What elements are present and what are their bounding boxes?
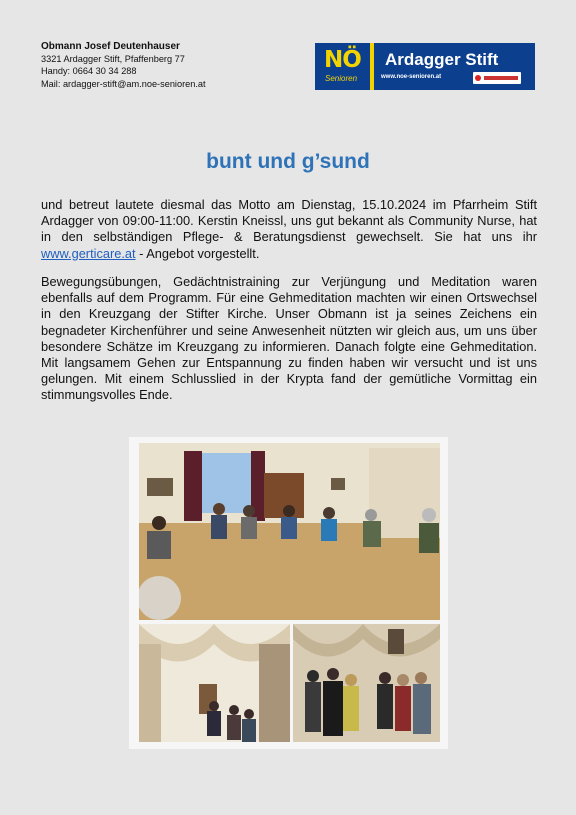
sponsor-badge-icon	[473, 72, 521, 84]
logo-url: www.noe-senioren.at	[381, 74, 442, 80]
contact-mail: Mail: ardagger-stift@am.noe-senioren.at	[41, 78, 206, 89]
paragraph-intro-end: - Angebot vorgestellt.	[135, 245, 260, 261]
contact-address: 3321 Ardagger Stift, Pfaffenberg 77	[41, 54, 185, 65]
article-title: bunt und g’sund	[206, 150, 370, 173]
logo-subtitle: Senioren	[325, 74, 358, 83]
contact-name: Obmann Josef Deutenhauser	[41, 41, 180, 52]
photo-crypt	[293, 624, 440, 742]
paragraph-intro-text: und betreut lautete diesmal das Motto am Dienstag, 15.10.2024 im Pfarrheim Stift Ardagger von 09:00-11:00. Kerstin Kneissl, uns gut bekannt als Community Nurse, hat in den selbständigen Pflege- & Beratungsdienst gewechselt. Sie hat uns ihr	[41, 197, 537, 245]
logo-divider	[370, 43, 374, 90]
contact-phone: Handy: 0664 30 34 288	[41, 66, 137, 77]
paragraph-program: Bewegungsübungen, Gedächtnistraining zur Verjüngung und Meditation waren ebenfalls auf dem Programm. Für eine Gehmeditation machten wir einen Ortswechsel in den Kreuzgang der Stifter Kirche. Unser Obmann ist ja seines Zeichens ein begnadeter Kirchenführer und seine Anwesenheit nützten wir gleich aus, um uns über besondere Schätze im Kreuzgang zu informieren. Danach folgte eine Gehmeditation. Mit langsamem Gehen zur Entspannung zu finden haben wir versucht und ist uns gelungen. Mit einem Schlusslied in der Krypta fand der gemütliche Vormittag ein stimmungsvolles Ende.	[41, 274, 537, 403]
logo-mark: NÖ	[324, 47, 361, 73]
photo-group-session	[139, 443, 440, 620]
photo-cloister	[139, 624, 290, 742]
logo-brand: Ardagger Stift	[385, 50, 499, 69]
noe-senioren-logo	[315, 43, 535, 90]
gerticare-link[interactable]: www.gerticare.at	[41, 245, 136, 261]
paragraph-intro	[41, 197, 537, 262]
contact-block	[41, 41, 206, 90]
